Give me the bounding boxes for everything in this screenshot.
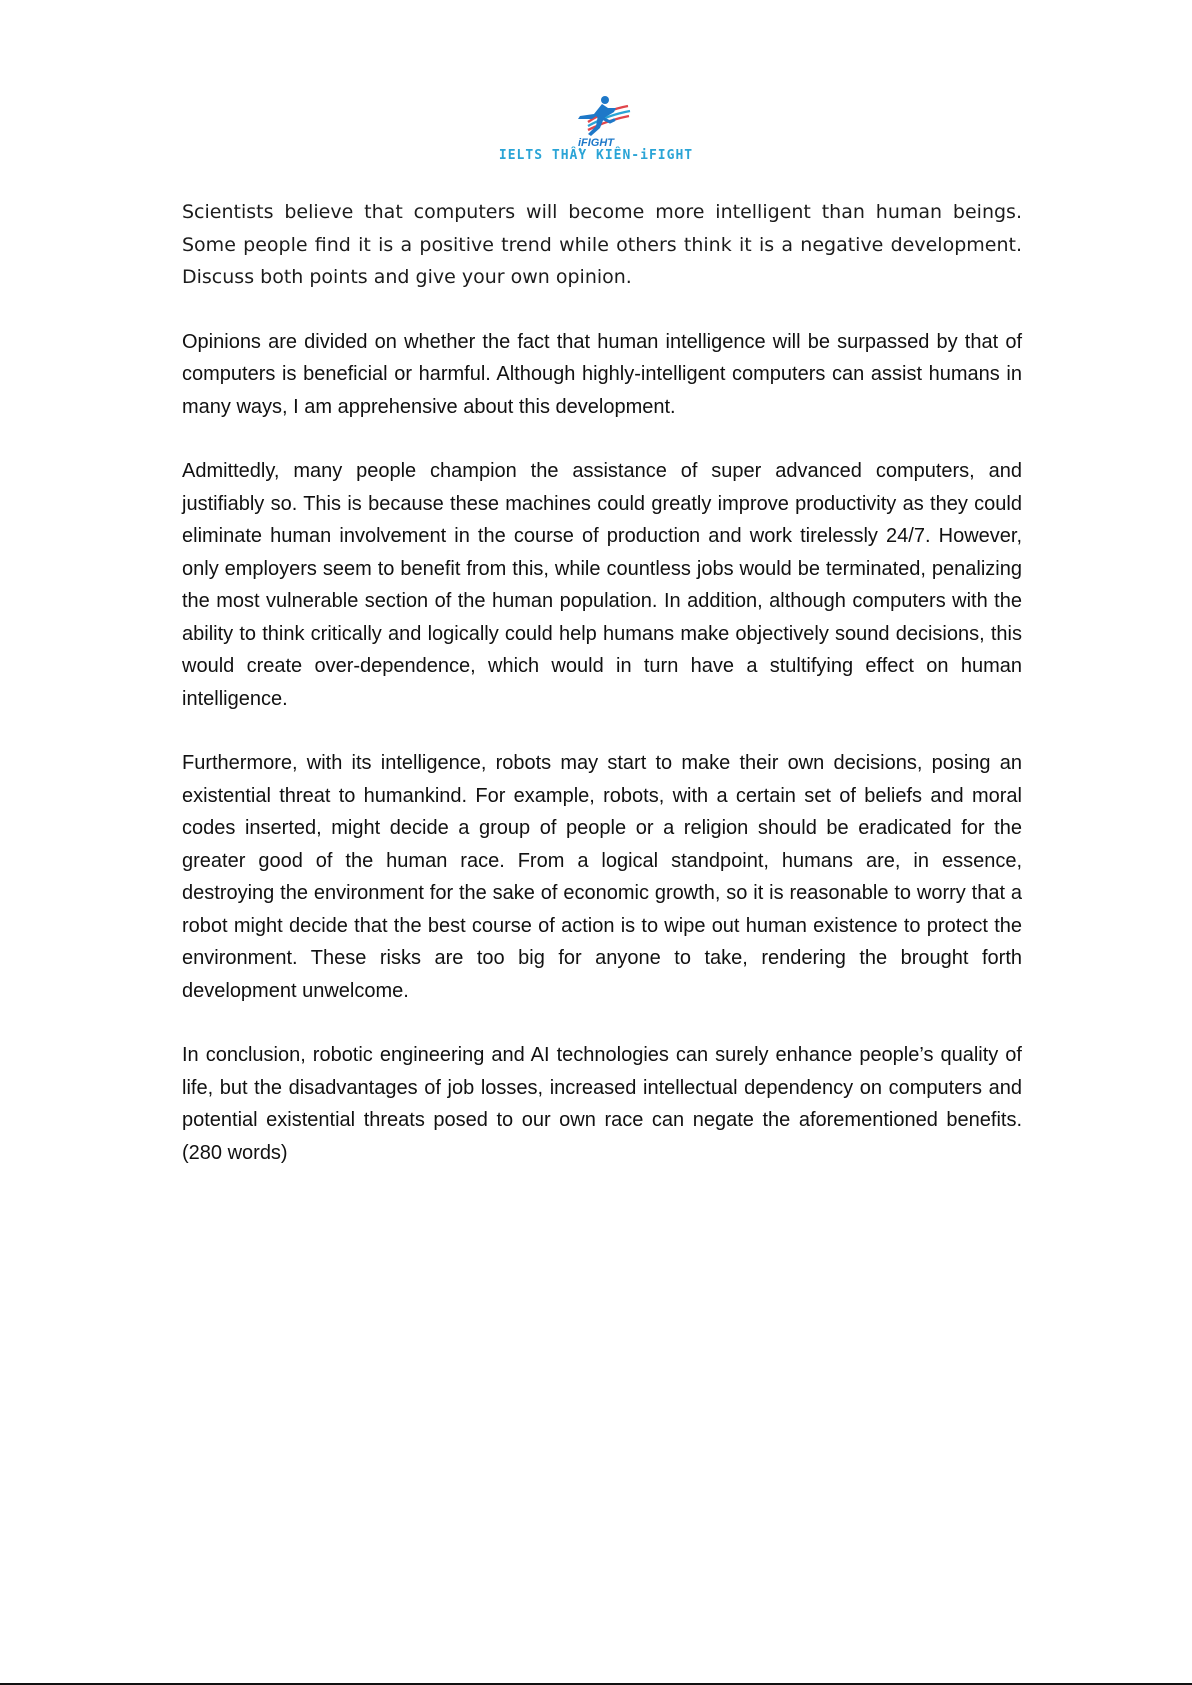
essay-paragraph-body-2: Furthermore, with its intelligence, robots may start to make their own decisions, posing an existential threat to humankind. For example, robots, with a certain set of beliefs and moral codes inserted, might decide a group of people or a religion should be eradicated for the greater good of the human race. From a logical standpoint, humans are, in essence, destroying the environment for the sake of economic growth, so it is reasonable to worry that a robot might decide that the best course of action is to wipe out human existence to protect the environment. These risks are too big for anyone to take, rendering the brought forth development unwelcome. bbox=[182, 752, 1022, 1002]
brand-title: IELTS THẦY KIÊN-iFIGHT bbox=[498, 148, 694, 163]
document-body bbox=[182, 196, 1022, 1201]
essay-paragraph-body-1: Admittedly, many people champion the assistance of super advanced computers, and justifiably so. This is because these machines could greatly improve productivity as they could eliminate human involvement in the course of production and work tirelessly 24/7. However, only employers seem to benefit from this, while countless jobs would be terminated, penalizing the most vulnerable section of the human population. In addition, although computers with the ability to think critically and logically could help humans make objectively sound decisions, this would create over-dependence, which would in turn have a stultifying effect on human intelligence. bbox=[182, 460, 1022, 710]
essay-text bbox=[182, 326, 1022, 1170]
ifight-runner-logo-icon bbox=[558, 92, 634, 148]
logo-wordmark: iFIGHT bbox=[577, 137, 615, 148]
essay-prompt: Scientists believe that computers will become more intelligent than human beings. Some people find it is a positive trend while others think it is a negative development. Discuss both points and give your own opinion. bbox=[182, 201, 1022, 288]
essay-paragraph-conclusion: In conclusion, robotic engineering and AI technologies can surely enhance people’s quality of life, but the disadvantages of job losses, increased intellectual dependency on computers and potential existential threats posed to our own race can negate the aforementioned benefits. (280 words) bbox=[182, 1044, 1022, 1164]
essay-paragraph-introduction: Opinions are divided on whether the fact that human intelligence will be surpassed by that of computers is beneficial or harmful. Although highly-intelligent computers can assist humans in many ways, I am apprehensive about this development. bbox=[182, 330, 1022, 418]
page-header bbox=[0, 92, 1192, 163]
